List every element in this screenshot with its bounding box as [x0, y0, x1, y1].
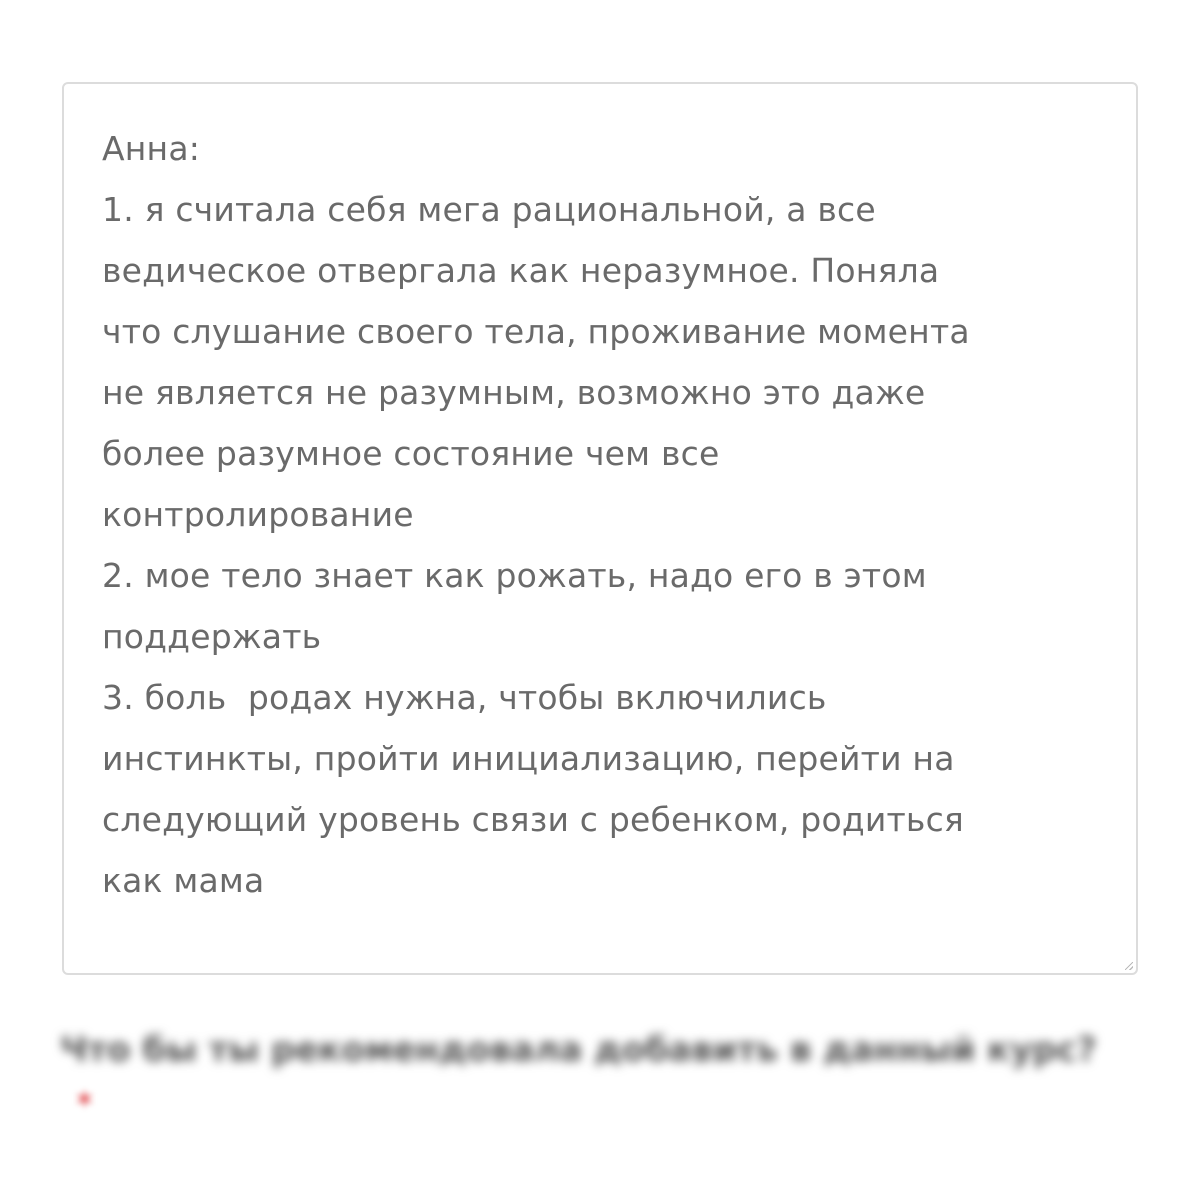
- required-asterisk: *: [76, 1085, 93, 1125]
- question-label: Что бы ты рекомендовала добавить в данный курс?: [60, 1030, 1097, 1070]
- answer-text: Анна: 1. я считала себя мега рациональной, а все ведическое отвергала как неразумное. Поняла что слушание своего тела, проживание момента не является не разумным, возможно это даже более разумное состояние чем все контролирование 2. мое тело знает как рожать, надо его в этом поддержать 3. боль родах нужна, чтобы включились инстинкты, пройти инициализацию, перейти на следующий уровень связи с ребенком, родиться как мама: [102, 129, 970, 900]
- answer-textarea[interactable]: [62, 82, 1138, 975]
- resize-handle-icon[interactable]: [1125, 962, 1133, 970]
